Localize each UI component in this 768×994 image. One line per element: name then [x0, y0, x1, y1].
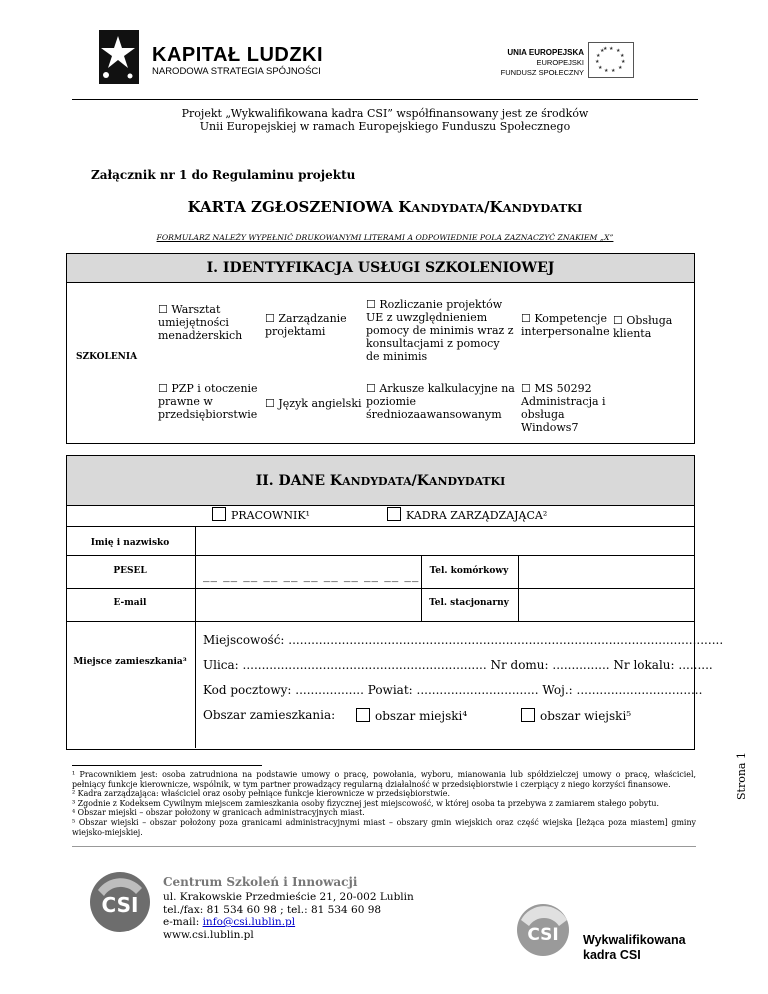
- svg-text:★: ★: [604, 68, 609, 74]
- pracownik-option[interactable]: PRACOWNIK¹: [212, 507, 310, 522]
- form-instruction: FORMULARZ NALEŻY WYPEŁNIĆ DRUKOWANYMI LITERAMI A ODPOWIEDNIE POLA ZAZNACZYĆ ZNAKIEM „X”: [156, 233, 614, 242]
- option-arkusze[interactable]: ☐ Arkusze kalkulacyjne na poziomie średniozaawansowanym: [366, 382, 515, 421]
- option-warsztat[interactable]: ☐ Warsztat umiejętności menadżerskich: [158, 303, 243, 342]
- footer-divider: [72, 846, 696, 847]
- project-statement: Projekt „Wykwalifikowana kadra CSI” współfinansowany jest ze środków Unii Europejskiej w ramach Europejskiego Funduszu Społecznego: [181, 107, 589, 133]
- landline-field[interactable]: [519, 590, 693, 621]
- city-field[interactable]: Miejscowość: ..................................................................................................................: [203, 633, 724, 647]
- rural-option[interactable]: obszar wiejski⁵: [521, 708, 631, 723]
- eu-flag-icon: [588, 42, 634, 78]
- kadra-option[interactable]: KADRA ZARZĄDZAJĄCA²: [387, 507, 547, 522]
- svg-text:★: ★: [616, 48, 621, 54]
- csi-contact: ul. Krakowskie Przedmieście 21, 20-002 Lublin tel./fax: 81 534 60 98 ; tel.: 81 534 60 98 e-mail: info@csi.lublin.pl www.csi.lublin.pl: [163, 891, 414, 941]
- svg-text:★: ★: [596, 53, 601, 59]
- option-rozliczanie[interactable]: ☐ Rozliczanie projektów UE z uwzględnieniem pomocy de minimis wraz z konsultacjami z pomocy de minimis: [366, 298, 514, 363]
- attachment-label: Załącznik nr 1 do Regulaminu projektu: [91, 168, 356, 182]
- svg-text:★: ★: [600, 48, 605, 54]
- street-field[interactable]: Ulica: ................................................................ Nr domu: ............... Nr lokalu: .........: [203, 658, 713, 672]
- landline-label: Tel. stacjonarny: [429, 598, 509, 608]
- wykwalifikowana-logo-icon: [507, 898, 581, 958]
- website-link[interactable]: www.csi.lublin.pl: [163, 928, 254, 941]
- kapital-ludzki-title: KAPITAŁ LUDZKI: [152, 44, 324, 66]
- option-ms[interactable]: ☐ MS 50292 Administracja i obsługa Windows7: [521, 382, 606, 434]
- footnotes: ¹ Pracownikiem jest: osoba zatrudniona na podstawie umowy o pracę, powołania, wyboru, mianowania lub spółdzielczej umowy o pracę, właściciel, pełniący funkcje kierownicze, wspólnik, w tym partner prowadzący regularną działalność w przedsiębiorstwie i czerpiący z niego korzyści finansowe. ² Kadra zarządzająca: właściciel oraz osoby pełniące funkcje kierownicze w przedsiębiorstwie. ³ Zgodnie z Kodeksem Cywilnym miejscem zamieszkania osoby fizycznej jest miejscowość, w której osoba ta przebywa z zamiarem stałego pobytu. ⁴ Obszar miejski – obszar położony w granicach administracyjnych miast. ⁵ Obszar wiejski – obszar położony poza granicami administracyjnymi miast – obszary gmin wiejskich oraz część wiejska [leżąca poza miastem] gminy wiejsko-miejskiej.: [72, 770, 696, 837]
- wykwalifikowana-text: Wykwalifikowana kadra CSI: [583, 933, 686, 962]
- rural-checkbox[interactable]: [521, 708, 535, 722]
- svg-text:★: ★: [611, 68, 616, 74]
- postcode-field[interactable]: Kod pocztowy: .................. Powiat: ................................ Woj.: .................................: [203, 683, 703, 697]
- csi-logo-icon: [88, 870, 152, 934]
- residence-label: Miejsce zamieszkania³: [73, 657, 187, 667]
- email-label: E-mail: [113, 598, 147, 608]
- svg-text:★: ★: [618, 65, 623, 71]
- pesel-field[interactable]: __ __ __ __ __ __ __ __ __ __ __: [203, 568, 420, 583]
- footnote-divider: [72, 765, 262, 766]
- eu-logo-text: UNIA EUROPEJSKA EUROPEJSKI FUNDUSZ SPOŁECZNY: [500, 48, 584, 77]
- email-link[interactable]: info@csi.lublin.pl: [202, 916, 296, 928]
- svg-text:★: ★: [621, 59, 626, 65]
- svg-text:CSI: CSI: [527, 925, 559, 945]
- name-field[interactable]: [196, 527, 693, 555]
- section-1-heading: I. IDENTYFIKACJA USŁUGI SZKOLENIOWEJ: [66, 253, 695, 283]
- section-2-heading: II. DANE KANDYDATA/KANDYDATKI: [66, 455, 695, 506]
- email-field[interactable]: [196, 590, 420, 621]
- svg-text:★: ★: [595, 59, 600, 65]
- pracownik-checkbox[interactable]: [212, 507, 226, 521]
- svg-text:★: ★: [620, 53, 625, 59]
- svg-text:★: ★: [609, 46, 614, 52]
- kapital-ludzki-star-logo: [97, 30, 139, 84]
- csi-name: Centrum Szkoleń i Innowacji: [163, 875, 358, 889]
- mobile-label: Tel. komórkowy: [429, 566, 509, 576]
- option-pzp[interactable]: ☐ PZP i otoczenie prawne w przedsiębiorstwie: [158, 382, 258, 421]
- name-label: Imię i nazwisko: [90, 538, 170, 548]
- svg-text:CSI: CSI: [101, 893, 139, 917]
- option-zarzadzanie[interactable]: ☐ Zarządzanie projektami: [265, 312, 347, 338]
- pesel-label: PESEL: [113, 566, 147, 576]
- area-label: Obszar zamieszkania:: [203, 708, 336, 722]
- urban-option[interactable]: obszar miejski⁴: [356, 708, 467, 723]
- kapital-ludzki-subtitle: NARODOWA STRATEGIA SPÓJNOŚCI: [152, 66, 321, 77]
- kadra-checkbox[interactable]: [387, 507, 401, 521]
- option-jezyk-angielski[interactable]: ☐ Język angielski: [265, 397, 362, 410]
- page-number: Strona 1: [735, 752, 748, 800]
- option-obsluga[interactable]: ☐ Obsługa klienta: [613, 314, 673, 340]
- svg-text:★: ★: [598, 65, 603, 71]
- trainings-row-label: SZKOLENIA: [76, 352, 138, 362]
- header-divider: [72, 99, 698, 100]
- svg-text:★: ★: [603, 46, 608, 52]
- option-kompetencje[interactable]: ☐ Kompetencje interpersonalne: [521, 312, 610, 338]
- mobile-field[interactable]: [519, 557, 693, 588]
- form-title: KARTA ZGŁOSZENIOWA KANDYDATA/KANDYDATKI: [187, 198, 583, 216]
- urban-checkbox[interactable]: [356, 708, 370, 722]
